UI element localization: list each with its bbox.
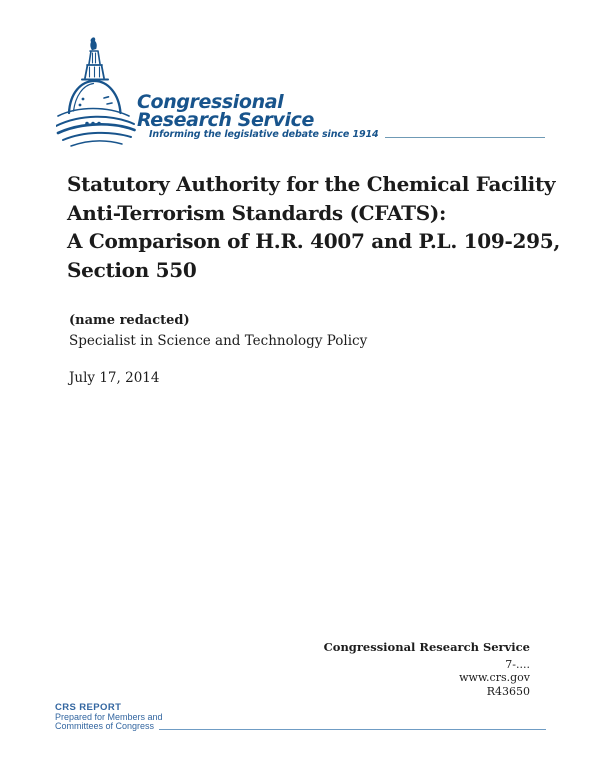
crs-report-block — [55, 703, 546, 732]
crs-wordmark-line1: Congressional — [137, 91, 284, 113]
report-title-line: A Comparison of H.R. 4007 and P.L. 109-295, — [67, 229, 561, 253]
footer-report-number: R43650 — [486, 684, 530, 698]
crs-wordmark-line2: Research Service — [137, 109, 314, 131]
capitol-dome-icon — [56, 36, 136, 148]
footer-info-block — [324, 641, 530, 698]
crs-report-line1: Prepared for Members and — [55, 711, 163, 722]
footer-rule — [159, 729, 546, 730]
footer-org-name: Congressional Research Service — [323, 640, 530, 654]
report-title-line: Anti-Terrorism Standards (CFATS): — [67, 200, 447, 225]
header-rule — [385, 137, 546, 139]
author-name: (name redacted) — [69, 313, 190, 328]
footer-website: www.crs.gov — [459, 671, 530, 684]
logo-tagline: Informing the legislative debate since 1914 — [149, 129, 379, 140]
crs-report-line2-row — [55, 722, 546, 732]
author-role: Specialist in Science and Technology Policy — [69, 333, 368, 349]
report-title-line: Section 550 — [67, 257, 197, 282]
report-date: July 17, 2014 — [69, 370, 160, 386]
logo-tagline-row — [149, 129, 545, 140]
report-title-line: Statutory Authority for the Chemical Facility — [67, 172, 556, 196]
crs-report-line2: Committees of Congress — [55, 721, 155, 732]
author-block — [69, 313, 367, 386]
report-title — [67, 170, 560, 284]
crs-report-label: CRS REPORT — [55, 702, 122, 713]
footer-phone: 7-.... — [505, 657, 530, 671]
crs-wordmark — [137, 93, 314, 129]
